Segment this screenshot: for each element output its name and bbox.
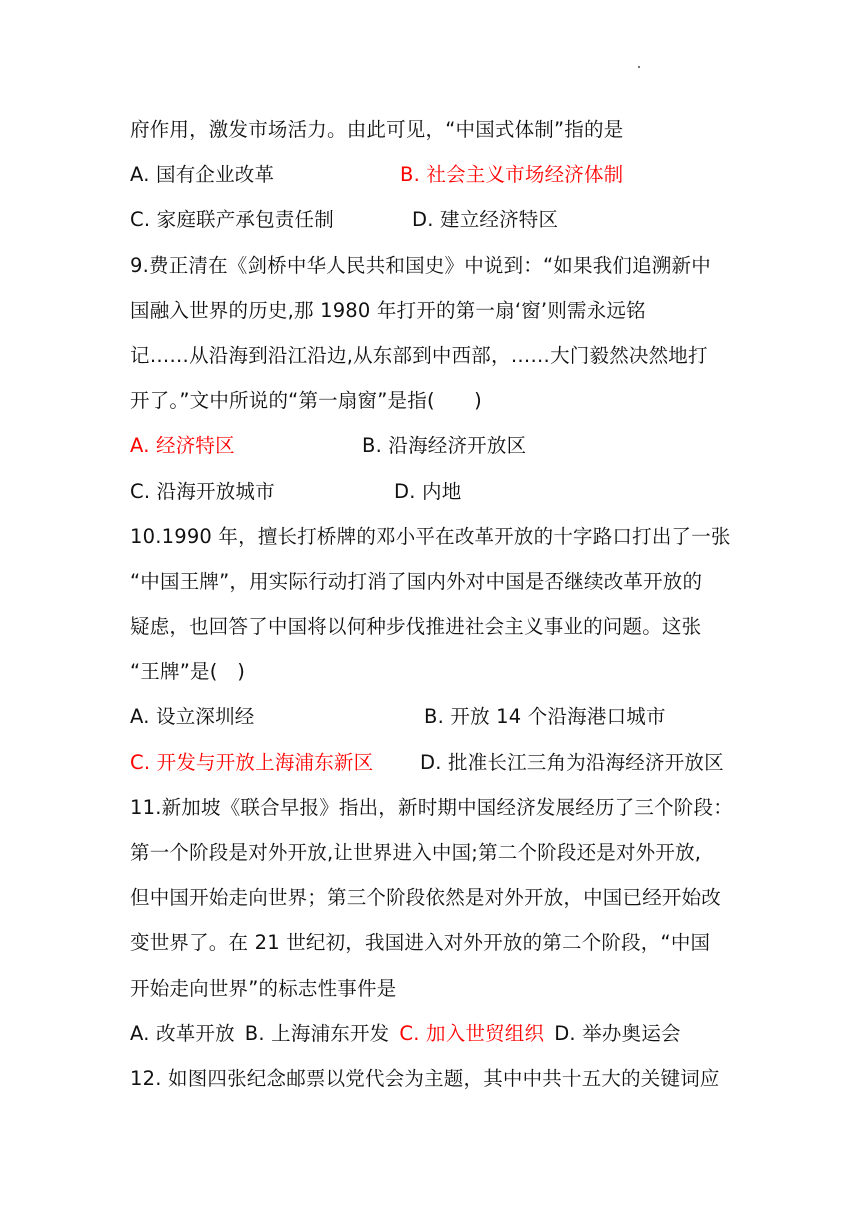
exam-page: [130, 107, 740, 1101]
q10-option-b: B. 开放 14 个沿海港口城市: [424, 705, 666, 729]
q10-option-c-answer: C. 开发与开放上海浦东新区: [130, 750, 374, 774]
q9-stem-line3: 记……从沿海到沿江沿边,从东部到中西部，……大门毅然决然地打: [130, 343, 708, 367]
q8-option-c: C. 家庭联产承包责任制: [130, 208, 334, 232]
q12-stem-line1: 12. 如图四张纪念邮票以党代会为主题，其中中共十五大的关键词应: [130, 1066, 720, 1090]
q11-option-a: A. 改革开放: [130, 1021, 235, 1045]
q10-stem-line4: “王牌”是( ): [130, 660, 246, 684]
q8-options-row1: [130, 152, 740, 197]
q10-stem-line1: 10.1990 年，擅长打桥牌的邓小平在改革开放的十字路口打出了一张: [130, 524, 731, 548]
q11-stem-line3: 但中国开始走向世界；第三个阶段依然是对外开放，中国已经开始改: [130, 886, 722, 910]
q10-option-a: A. 设立深圳经: [130, 705, 255, 729]
q8-option-d: D. 建立经济特区: [412, 208, 559, 232]
q11-stem-line1: 11.新加坡《联合早报》指出，新时期中国经济发展经历了三个阶段：: [130, 795, 733, 819]
q9-option-b: B. 沿海经济开放区: [362, 434, 527, 458]
q9-options-row1: [130, 423, 740, 468]
q10-options-row2: [130, 740, 740, 785]
q11-option-c-answer: C. 加入世贸组织: [399, 1021, 545, 1045]
q11-options-row: [130, 1011, 740, 1056]
q10-stem-line2: “中国王牌”，用实际行动打消了国内外对中国是否继续改革开放的: [130, 569, 703, 593]
q8-stem-tail: 府作用，激发市场活力。由此可见，“中国式体制”指的是: [130, 118, 624, 141]
q11-option-d: D. 举办奥运会: [554, 1021, 681, 1045]
q10-options-row1: [130, 694, 740, 739]
q9-option-c: C. 沿海开放城市: [130, 479, 275, 503]
q8-option-a: A. 国有企业改革: [130, 163, 275, 187]
q8-options-row2: [130, 197, 740, 242]
q10-stem-line3: 疑虑，也回答了中国将以何种步伐推进社会主义事业的问题。这张: [130, 615, 702, 639]
q11-stem-line4: 变世界了。在 21 世纪初，我国进入对外开放的第二个阶段，“中国: [130, 931, 711, 955]
q9-stem-line4: 开了。”文中所说的“第一扇窗”是指( ): [130, 389, 482, 413]
q11-option-b: B. 上海浦东开发: [244, 1021, 390, 1045]
q9-option-a-answer: A. 经济特区: [130, 434, 235, 458]
q9-options-row2: [130, 469, 740, 514]
q9-stem-line1: 9.费正清在《剑桥中华人民共和国史》中说到：“如果我们追溯新中: [130, 253, 711, 277]
q11-stem-line5: 开始走向世界”的标志性事件是: [130, 976, 397, 1000]
q9-stem-line2: 国融入世界的历史,那 1980 年打开的第一扇‘窗’则需永远铭: [130, 298, 646, 322]
page-dot: [638, 66, 640, 68]
q9-option-d: D. 内地: [394, 479, 462, 503]
q10-option-d: D. 批准长江三角为沿海经济开放区: [420, 750, 724, 774]
q8-option-b-answer: B. 社会主义市场经济体制: [400, 163, 624, 187]
q11-stem-line2: 第一个阶段是对外开放,让世界进入中国;第二个阶段还是对外开放,: [130, 841, 702, 864]
